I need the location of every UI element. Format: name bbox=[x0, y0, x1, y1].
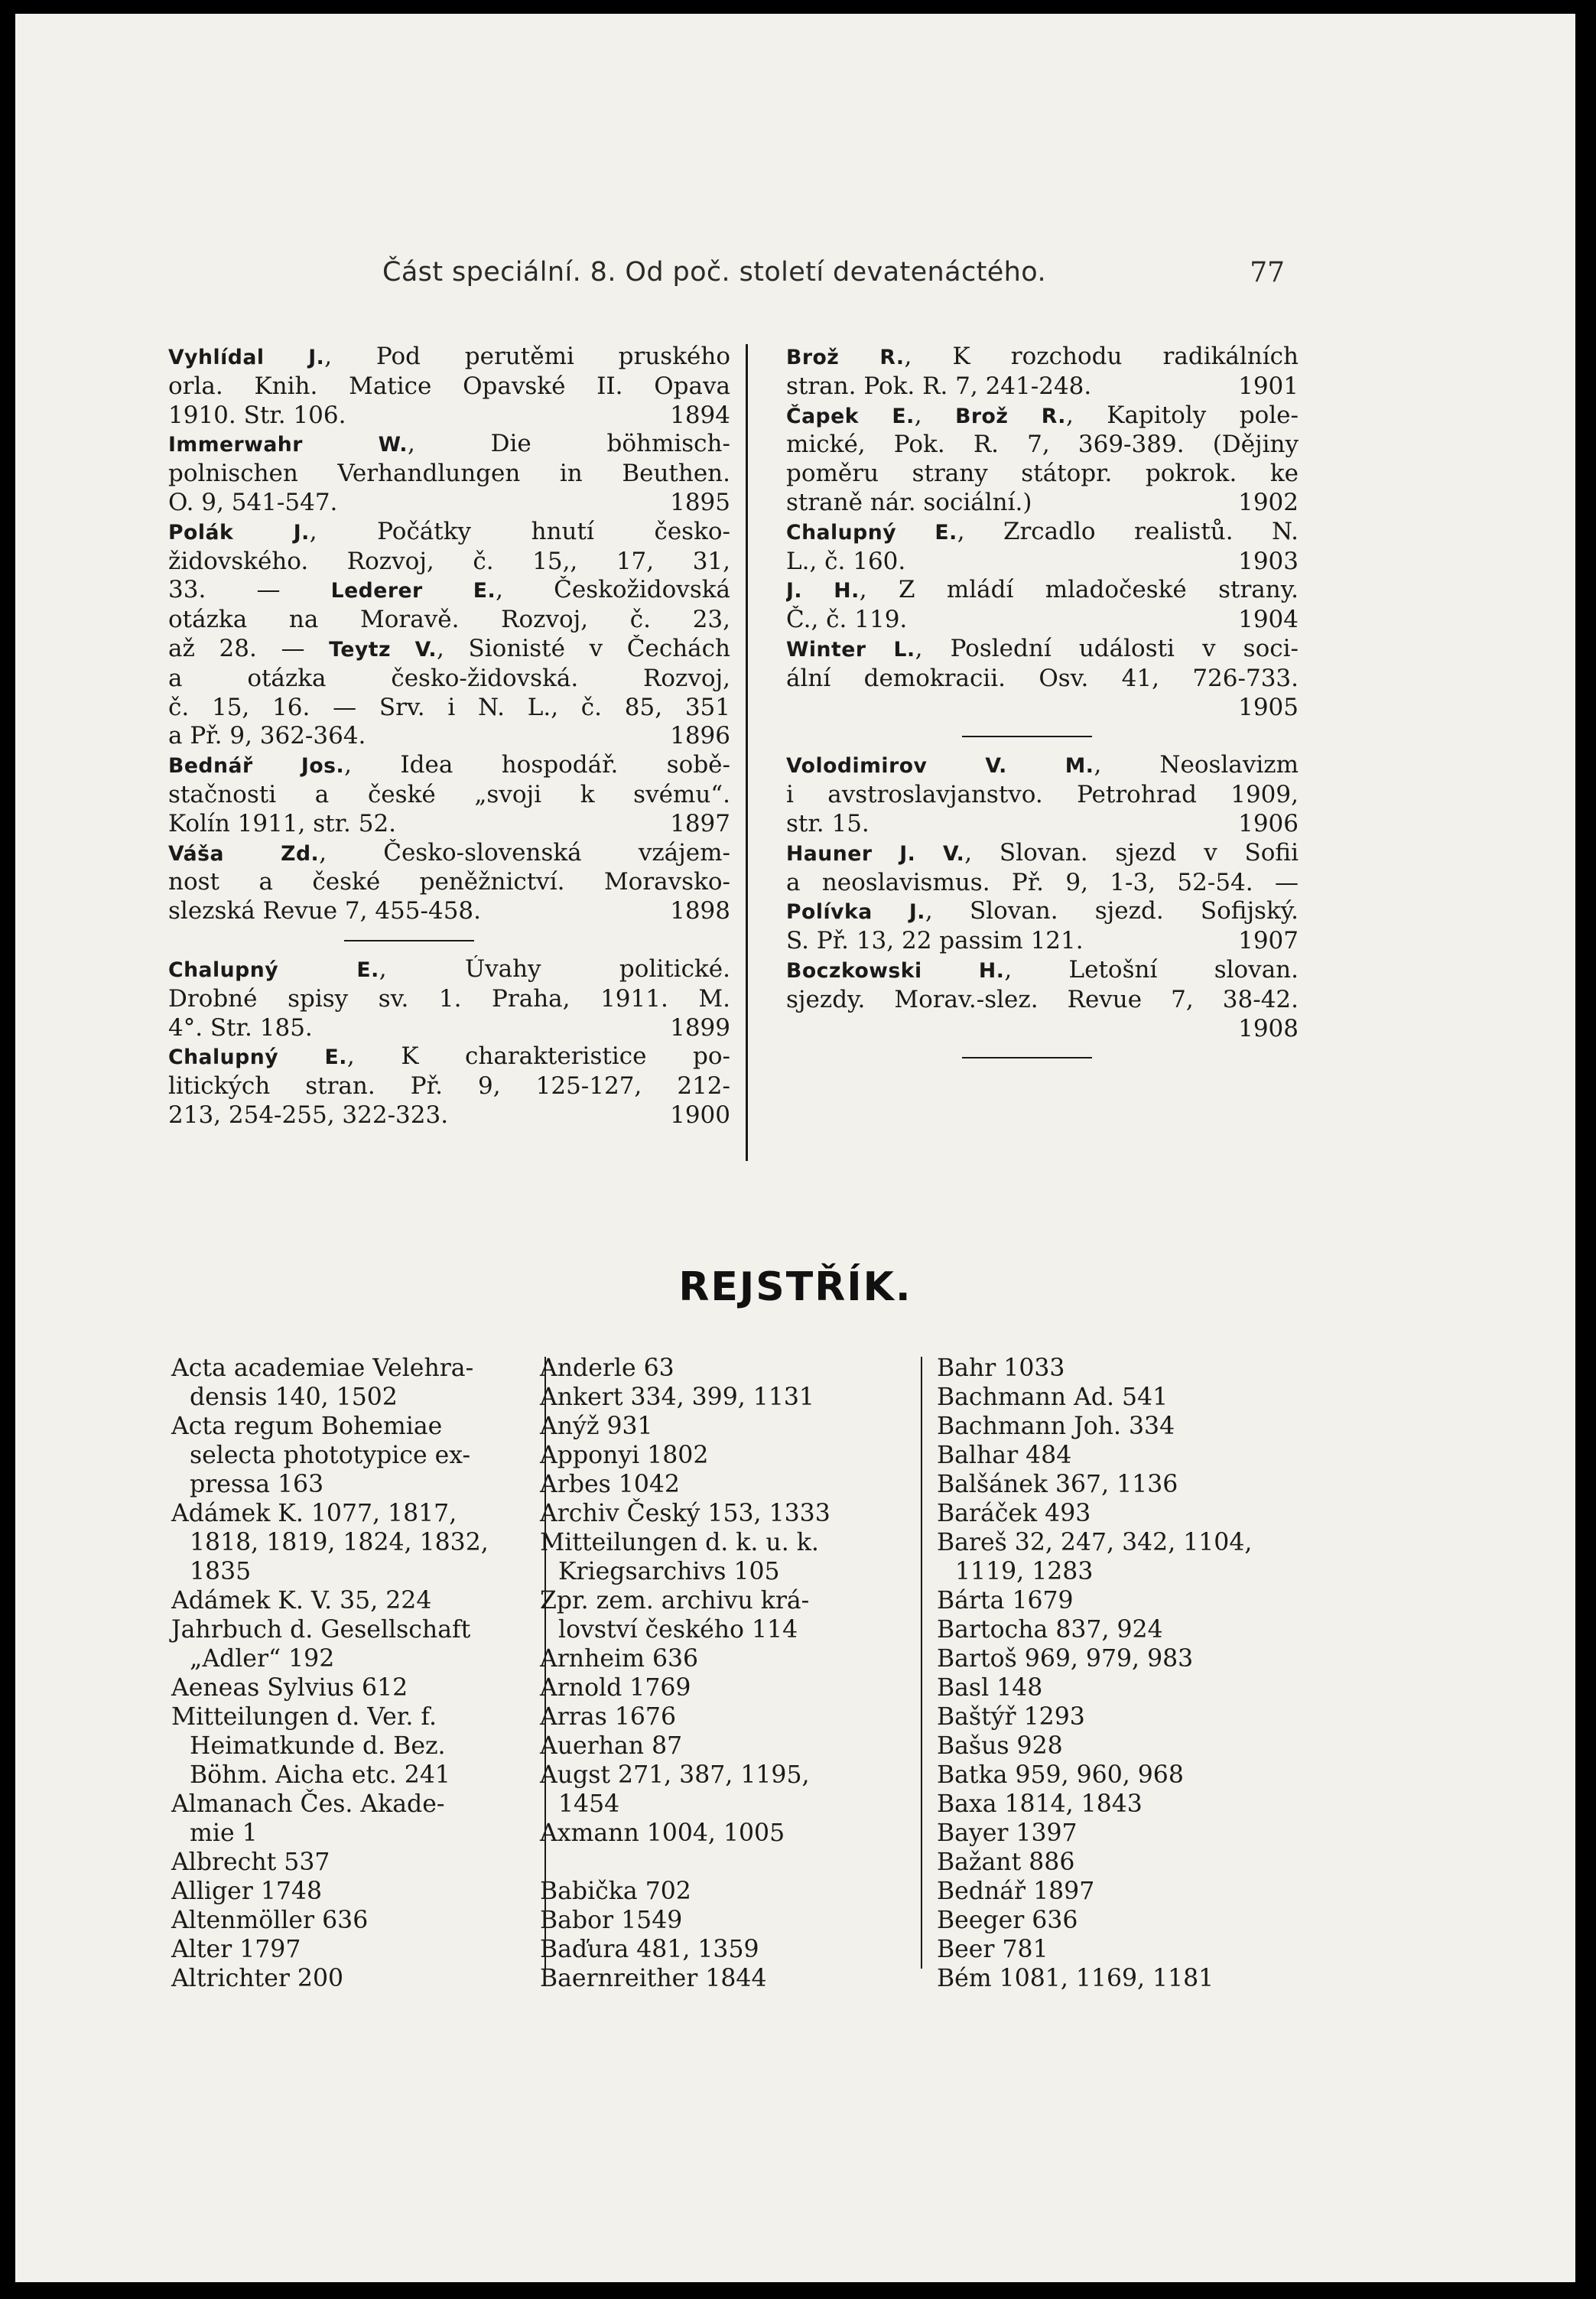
entry-text: sjezdy. Morav.-slez. Revue 7, 38-42. bbox=[786, 985, 1299, 1013]
index-entry: Bachmann Joh. 334 bbox=[937, 1413, 1175, 1440]
entry-line bbox=[786, 489, 1299, 518]
index-entry: 1119, 1283 bbox=[955, 1558, 1094, 1585]
index-entry: Bárta 1679 bbox=[937, 1587, 1074, 1615]
entry-line bbox=[786, 927, 1299, 956]
entry-text: , K rozchodu radikálních bbox=[904, 343, 1299, 370]
author-name: Polák J. bbox=[168, 520, 310, 545]
index-entry: Baďura 481, 1359 bbox=[540, 1936, 759, 1963]
section-rule bbox=[786, 722, 1299, 751]
entry-text: Č., č. 119. bbox=[786, 606, 908, 634]
bibliography-entry bbox=[168, 518, 730, 751]
index-entry: lovství českého 114 bbox=[558, 1616, 798, 1644]
running-head bbox=[382, 257, 1285, 303]
entry-text: 33. — bbox=[168, 576, 331, 604]
index-entry: Babička 702 bbox=[540, 1878, 691, 1905]
author-name: Chalupný E. bbox=[786, 520, 957, 545]
entry-line bbox=[786, 956, 1299, 986]
index-entry: Baráček 493 bbox=[937, 1500, 1091, 1527]
entry-line bbox=[786, 606, 1299, 635]
entry-text: str. 15. bbox=[786, 809, 870, 837]
year: 1900 bbox=[670, 1101, 730, 1129]
index-entry: Arras 1676 bbox=[540, 1703, 676, 1731]
entry-line bbox=[168, 518, 730, 548]
section-rule bbox=[786, 1043, 1299, 1072]
index-entry: Altrichter 200 bbox=[171, 1965, 344, 1992]
bibliography-entry bbox=[786, 839, 1299, 956]
index-entry: Archiv Český 153, 1333 bbox=[540, 1500, 831, 1527]
book-page bbox=[15, 14, 1575, 2282]
entry-text: židovského. Rozvoj, č. 15,, 17, 31, bbox=[168, 547, 730, 575]
entry-line bbox=[168, 430, 730, 460]
year: 1908 bbox=[1238, 1014, 1299, 1042]
entry-line bbox=[168, 897, 730, 926]
index-column-divider bbox=[921, 1357, 922, 1969]
index-entry: Kriegsarchivs 105 bbox=[558, 1558, 780, 1585]
entry-text: , Pod perutěmi pruského bbox=[324, 343, 730, 370]
entry-line bbox=[168, 694, 730, 723]
entry-text: , Slovan. sjezd v Sofii bbox=[964, 838, 1299, 867]
index-entry: Acta regum Bohemiae bbox=[171, 1413, 443, 1440]
bibliography-entry bbox=[168, 839, 730, 926]
entry-line bbox=[786, 576, 1299, 606]
entry-line bbox=[786, 897, 1299, 927]
entry-text: a neoslavismus. Př. 9, 1-3, 52-54. — bbox=[786, 868, 1299, 896]
year: 1898 bbox=[670, 897, 730, 925]
entry-line bbox=[168, 810, 730, 839]
entry-text: mické, Pok. R. 7, 369-389. (Dějiny bbox=[786, 431, 1299, 459]
entry-line bbox=[786, 402, 1299, 431]
entry-text: , Českožidovská bbox=[496, 576, 730, 604]
entry-line bbox=[786, 343, 1299, 372]
entry-line bbox=[168, 1101, 730, 1130]
entry-line bbox=[786, 839, 1299, 869]
year: 1901 bbox=[1238, 372, 1299, 400]
entry-line bbox=[168, 635, 730, 665]
index-heading: REJSTŘÍK. bbox=[678, 1264, 912, 1310]
entry-text: , Sionisté v Čechách bbox=[436, 634, 730, 662]
entry-text: slezská Revue 7, 455-458. bbox=[168, 897, 481, 925]
index-entry: Almanach Čes. Akade- bbox=[171, 1790, 445, 1818]
author-name: Volodimirov V. M. bbox=[786, 754, 1094, 779]
author-name: Váša Zd. bbox=[168, 841, 320, 866]
index-entry: Albrecht 537 bbox=[171, 1849, 330, 1876]
bibliography-entry bbox=[168, 955, 730, 1042]
entry-text: , Die böhmisch- bbox=[407, 430, 730, 458]
entry-line bbox=[786, 1015, 1299, 1044]
index-entry: Bartoš 969, 979, 983 bbox=[937, 1645, 1194, 1673]
bibliography-entry bbox=[168, 1042, 730, 1130]
entry-text: , Počátky hnutí česko- bbox=[309, 517, 730, 545]
entry-text: orla. Knih. Matice Opavské II. Opava bbox=[168, 372, 730, 400]
entry-line bbox=[168, 1042, 730, 1072]
index-entry: Babor 1549 bbox=[540, 1907, 683, 1934]
entry-line bbox=[168, 751, 730, 781]
index-entry: Arnold 1769 bbox=[540, 1674, 691, 1702]
entry-line bbox=[786, 372, 1299, 402]
author-name: Brož R. bbox=[786, 346, 905, 369]
entry-text: , K charakteristice po- bbox=[346, 1042, 730, 1071]
index-entry: Mitteilungen d. Ver. f. bbox=[171, 1703, 437, 1731]
index-entry: selecta phototypice ex- bbox=[190, 1442, 471, 1469]
running-head-title: Část speciální. 8. Od poč. století devatenáctého. bbox=[382, 257, 1046, 288]
index-entry: mie 1 bbox=[190, 1819, 258, 1847]
index-entry: Beer 781 bbox=[937, 1936, 1048, 1963]
index-entry: Bachmann Ad. 541 bbox=[937, 1384, 1169, 1411]
index-entry: Arnheim 636 bbox=[540, 1645, 699, 1673]
entry-text: , Poslední události v soci- bbox=[915, 634, 1299, 662]
index-entry: Bašus 928 bbox=[937, 1732, 1063, 1760]
entry-line bbox=[168, 372, 730, 402]
year: 1904 bbox=[1238, 606, 1299, 634]
entry-line bbox=[168, 955, 730, 985]
column-divider bbox=[746, 344, 748, 1161]
entry-text: 4°. Str. 185. bbox=[168, 1013, 313, 1042]
entry-text: S. Př. 13, 22 passim 121. bbox=[786, 927, 1084, 955]
index-entry: Bayer 1397 bbox=[937, 1819, 1078, 1847]
bibliography-entry bbox=[786, 402, 1299, 518]
index-entry: densis 140, 1502 bbox=[190, 1384, 398, 1411]
bibliography-column-right bbox=[786, 343, 1299, 1072]
entry-line bbox=[168, 839, 730, 869]
entry-line bbox=[168, 576, 730, 606]
entry-text: , Slovan. sjezd. Sofijský. bbox=[925, 897, 1299, 925]
entry-line bbox=[168, 1014, 730, 1043]
index-entry: Anýž 931 bbox=[540, 1413, 653, 1440]
author-name: Teytz V. bbox=[329, 637, 437, 662]
index-entry: pressa 163 bbox=[190, 1471, 324, 1498]
entry-text: , Úvahy politické. bbox=[379, 954, 730, 983]
entry-line bbox=[786, 518, 1299, 548]
index-entry: Alter 1797 bbox=[171, 1936, 301, 1963]
entry-text: L., č. 160. bbox=[786, 547, 906, 575]
entry-text: , Kapitoly pole- bbox=[1065, 401, 1299, 429]
entry-text: , Česko-slovenská vzájem- bbox=[319, 838, 730, 867]
entry-line bbox=[786, 986, 1299, 1015]
entry-line bbox=[786, 548, 1299, 577]
entry-text: O. 9, 541-547. bbox=[168, 488, 338, 516]
author-name: Hauner J. V. bbox=[786, 841, 965, 866]
year: 1907 bbox=[1238, 927, 1299, 955]
author-name: Brož R. bbox=[955, 404, 1066, 428]
index-entry: Augst 271, 387, 1195, bbox=[540, 1761, 810, 1789]
entry-text: Kolín 1911, str. 52. bbox=[168, 809, 397, 837]
author-name: Čapek E. bbox=[786, 404, 915, 428]
entry-line bbox=[168, 548, 730, 577]
year: 1899 bbox=[670, 1013, 730, 1042]
entry-text: stran. Pok. R. 7, 241-248. bbox=[786, 372, 1092, 400]
entry-line bbox=[168, 343, 730, 372]
entry-line bbox=[168, 402, 730, 431]
index-entry: Apponyi 1802 bbox=[540, 1442, 709, 1469]
entry-text: Drobné spisy sv. 1. Praha, 1911. M. bbox=[168, 984, 730, 1013]
entry-line bbox=[168, 985, 730, 1014]
index-entry: Adámek K. 1077, 1817, bbox=[171, 1500, 457, 1527]
index-entry: Baxa 1814, 1843 bbox=[937, 1790, 1143, 1818]
entry-line bbox=[168, 781, 730, 810]
index-entry: 1454 bbox=[558, 1790, 620, 1818]
entry-text: , Neoslavizm bbox=[1094, 751, 1299, 779]
index-entry: 1835 bbox=[190, 1558, 252, 1585]
author-name: Chalupný E. bbox=[168, 1045, 347, 1070]
bibliography-entry bbox=[168, 343, 730, 430]
index-column-2 bbox=[540, 1354, 915, 1993]
entry-text: , bbox=[914, 401, 956, 429]
entry-line bbox=[168, 722, 730, 751]
entry-text: , Z mládí mladočeské strany. bbox=[859, 576, 1299, 604]
index-entry: Bartocha 837, 924 bbox=[937, 1616, 1163, 1644]
entry-line bbox=[168, 868, 730, 897]
entry-text: , Idea hospodář. sobě- bbox=[344, 751, 730, 779]
author-name: Winter L. bbox=[786, 637, 915, 662]
bibliography-entry bbox=[786, 576, 1299, 635]
entry-line bbox=[786, 635, 1299, 665]
author-name: Chalupný E. bbox=[168, 958, 379, 982]
index-entry: Bareš 32, 247, 342, 1104, bbox=[937, 1529, 1253, 1556]
index-entry: Heimatkunde d. Bez. bbox=[190, 1732, 446, 1760]
section-rule bbox=[168, 926, 730, 955]
author-name: Boczkowski H. bbox=[786, 958, 1005, 983]
year: 1894 bbox=[670, 401, 730, 429]
entry-text: a Př. 9, 362-364. bbox=[168, 722, 366, 750]
entry-text: 1910. Str. 106. bbox=[168, 401, 346, 429]
index-entry: Batka 959, 960, 968 bbox=[937, 1761, 1184, 1789]
bibliography-entry bbox=[168, 430, 730, 517]
entry-line bbox=[168, 1072, 730, 1101]
entry-line bbox=[168, 665, 730, 694]
entry-text: ální demokracii. Osv. 41, 726-733. bbox=[786, 664, 1299, 692]
index-entry: Baernreither 1844 bbox=[540, 1965, 767, 1992]
bibliography-entry bbox=[786, 343, 1299, 402]
entry-line bbox=[786, 869, 1299, 898]
index-entry: Basl 148 bbox=[937, 1674, 1043, 1702]
index-entry: Balšánek 367, 1136 bbox=[937, 1471, 1178, 1498]
index-entry: Axmann 1004, 1005 bbox=[540, 1819, 785, 1847]
bibliography-column-left bbox=[168, 343, 730, 1130]
entry-line bbox=[786, 431, 1299, 460]
index-entry: Balhar 484 bbox=[937, 1442, 1072, 1469]
entry-text: i avstroslavjanstvo. Petrohrad 1909, bbox=[786, 781, 1299, 809]
index-entry: 1818, 1819, 1824, 1832, bbox=[190, 1529, 489, 1556]
index-column-3 bbox=[937, 1354, 1312, 1993]
entry-text: nost a české peněžnictví. Moravsko- bbox=[168, 868, 730, 896]
bibliography-entry bbox=[786, 956, 1299, 1043]
entry-text: poměru strany státopr. pokrok. ke bbox=[786, 460, 1299, 488]
entry-line bbox=[786, 665, 1299, 694]
entry-text: č. 15, 16. — Srv. i N. L., č. 85, 351 bbox=[168, 693, 730, 721]
index-entry: Bahr 1033 bbox=[937, 1354, 1065, 1382]
index-entry: Adámek K. V. 35, 224 bbox=[171, 1587, 432, 1615]
index-entry: Beeger 636 bbox=[937, 1907, 1078, 1934]
entry-line bbox=[168, 489, 730, 518]
entry-line bbox=[168, 460, 730, 489]
index-entry: Zpr. zem. archivu krá- bbox=[540, 1587, 810, 1615]
entry-text: litických stran. Př. 9, 125-127, 212- bbox=[168, 1072, 730, 1101]
index-entry: Mitteilungen d. k. u. k. bbox=[540, 1529, 819, 1556]
index-entry: Anderle 63 bbox=[540, 1354, 674, 1382]
entry-line bbox=[786, 460, 1299, 489]
page-number: 77 bbox=[1250, 257, 1285, 288]
index-entry: Ankert 334, 399, 1131 bbox=[540, 1384, 814, 1411]
year: 1906 bbox=[1238, 809, 1299, 837]
year: 1896 bbox=[670, 722, 730, 750]
year: 1905 bbox=[1238, 693, 1299, 721]
entry-line bbox=[168, 606, 730, 635]
index-entry: Alliger 1748 bbox=[171, 1878, 323, 1905]
index-entry: Baštýř 1293 bbox=[937, 1703, 1085, 1731]
entry-text: , Letošní slovan. bbox=[1004, 955, 1299, 984]
index-entry: Bažant 886 bbox=[937, 1849, 1075, 1876]
author-name: Polívka J. bbox=[786, 900, 925, 925]
index-entry: Bednář 1897 bbox=[937, 1878, 1095, 1905]
index-entry: Altenmöller 636 bbox=[171, 1907, 369, 1934]
year: 1903 bbox=[1238, 547, 1299, 575]
author-name: J. H. bbox=[786, 579, 860, 603]
index-entry: „Adler“ 192 bbox=[190, 1645, 335, 1673]
entry-text: straně nár. sociální.) bbox=[786, 488, 1032, 516]
index-entry: Bém 1081, 1169, 1181 bbox=[937, 1965, 1214, 1992]
index-entry bbox=[540, 1848, 915, 1877]
year: 1895 bbox=[670, 488, 730, 516]
entry-text: a otázka česko-židovská. Rozvoj, bbox=[168, 664, 730, 692]
author-name: Lederer E. bbox=[330, 579, 496, 603]
year: 1902 bbox=[1238, 488, 1299, 516]
bibliography-entry bbox=[786, 751, 1299, 838]
index-entry: Arbes 1042 bbox=[540, 1471, 680, 1498]
bibliography-entry bbox=[168, 751, 730, 838]
entry-line bbox=[786, 694, 1299, 723]
entry-line bbox=[786, 751, 1299, 781]
index-entry: Auerhan 87 bbox=[540, 1732, 683, 1760]
entry-text: otázka na Moravě. Rozvoj, č. 23, bbox=[168, 606, 730, 634]
author-name: Immerwahr W. bbox=[168, 433, 408, 457]
entry-text: stačnosti a české „svoji k svému“. bbox=[168, 780, 730, 808]
entry-line bbox=[786, 810, 1299, 839]
index-entry: Aeneas Sylvius 612 bbox=[171, 1674, 408, 1702]
author-name: Vyhlídal J. bbox=[168, 346, 325, 369]
index-entry: Böhm. Aicha etc. 241 bbox=[190, 1761, 450, 1789]
entry-line bbox=[786, 781, 1299, 810]
entry-text: 213, 254-255, 322-323. bbox=[168, 1101, 449, 1129]
index-column-1 bbox=[171, 1354, 531, 1993]
index-entry: Acta academiae Velehra- bbox=[171, 1354, 474, 1382]
entry-text: , Zrcadlo realistů. N. bbox=[957, 517, 1299, 545]
entry-text: polnischen Verhandlungen in Beuthen. bbox=[168, 460, 730, 488]
year: 1897 bbox=[670, 809, 730, 837]
index-entry: Jahrbuch d. Gesellschaft bbox=[171, 1616, 471, 1644]
bibliography-entry bbox=[786, 518, 1299, 577]
author-name: Bednář Jos. bbox=[168, 754, 345, 779]
bibliography-entry bbox=[786, 635, 1299, 722]
entry-text: až 28. — bbox=[168, 634, 330, 662]
